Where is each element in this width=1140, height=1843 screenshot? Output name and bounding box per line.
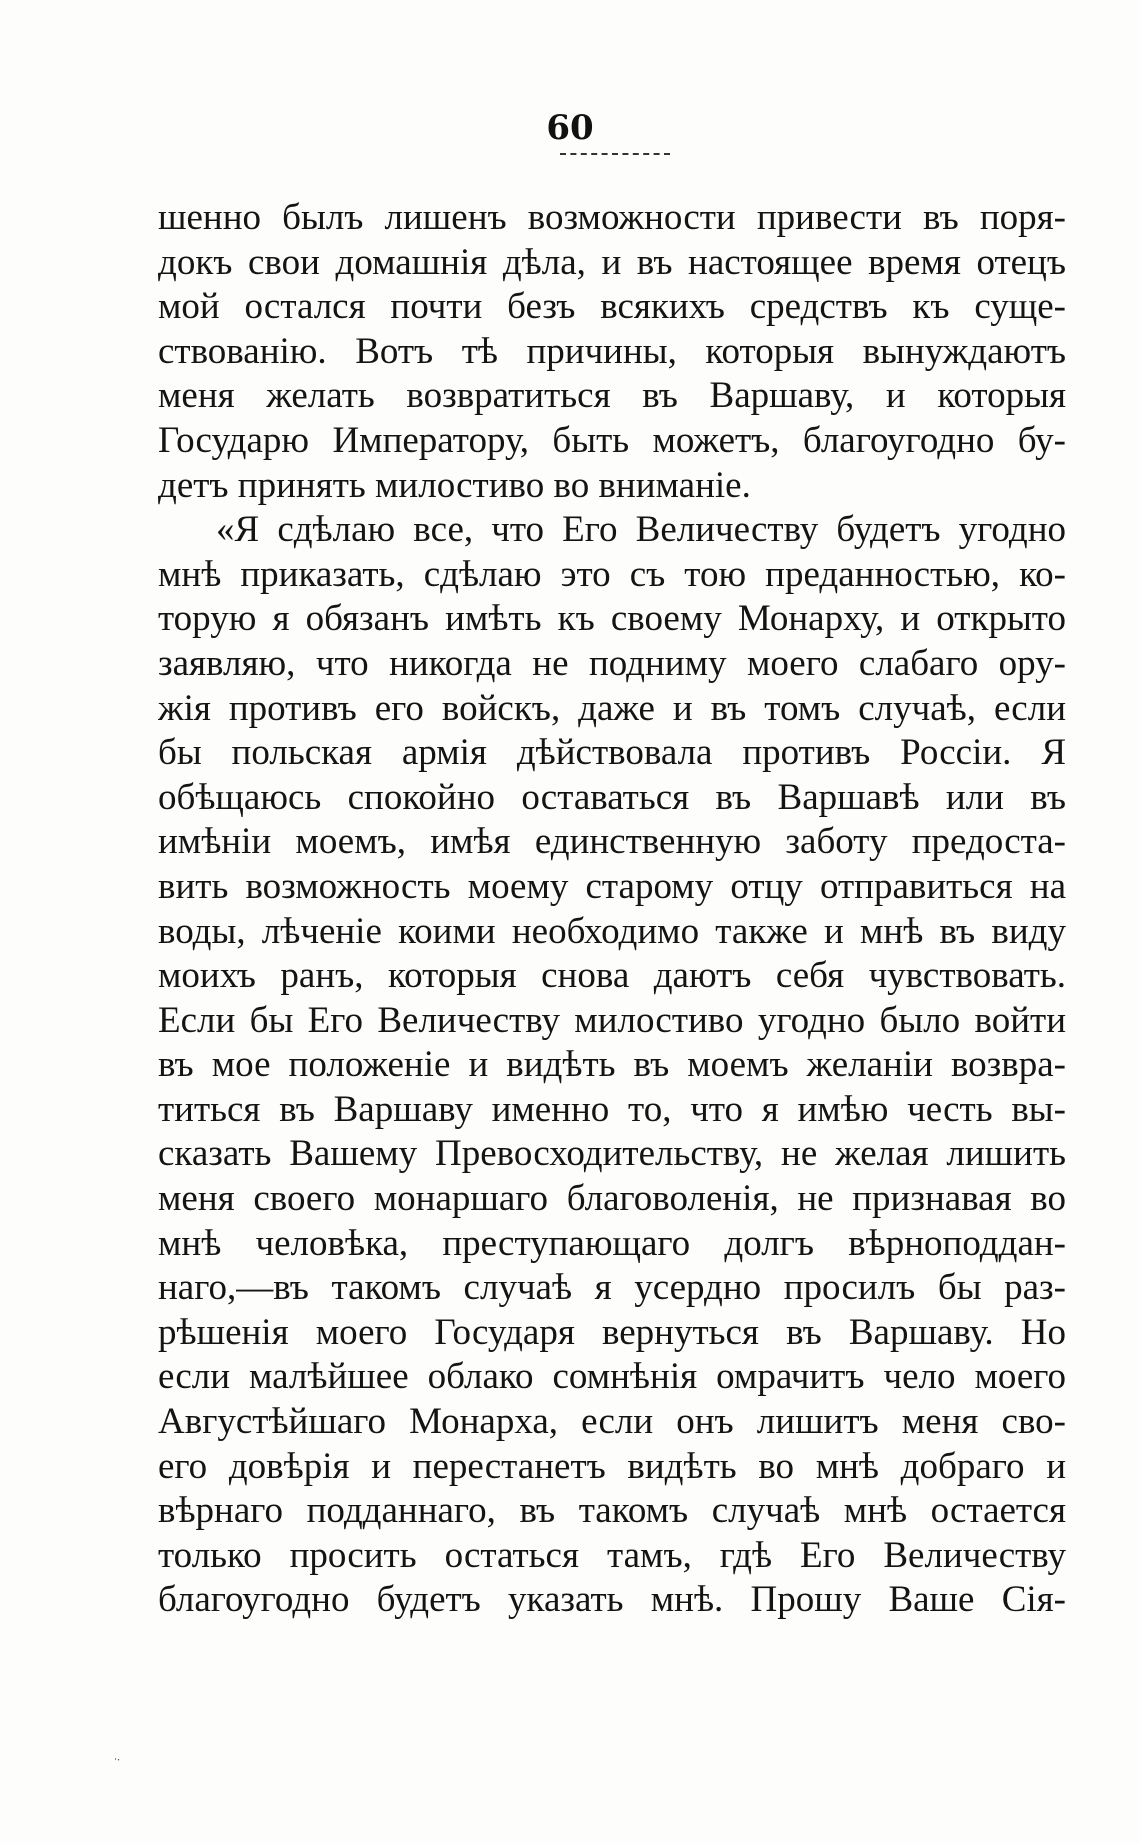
text-line: моихъ ранъ, которыя снова даютъ себя чувствовать. [158,955,1066,997]
text-line: вѣрнаго подданнаго, въ такомъ случаѣ мнѣ остается [158,1490,1066,1532]
paragraph-last-line: детъ принять милостиво во вниманіе. [158,464,751,506]
text-line: титься въ Варшаву именно то, что я имѣю честь вы- [158,1088,1066,1130]
text-line: въ мое положеніе и видѣть въ моемъ желаніи возвра- [158,1044,1066,1086]
text-line: сказать Вашему Превосходительству, не желая лишить [158,1133,1066,1175]
text-line: заявляю, что никогда не подниму моего слабаго ору- [158,642,1066,684]
text-line: ствованію. Вотъ тѣ причины, которыя вынуждаютъ [158,330,1066,372]
text-line: его довѣрія и перестанетъ видѣть во мнѣ добраго и [158,1445,1066,1487]
text-line: наго,—въ такомъ случаѣ я усердно просилъ бы раз- [158,1267,1066,1309]
text-line: меня своего монаршаго благоволенія, не признавая во [158,1178,1066,1220]
page-body-text [158,196,1066,1623]
text-line: рѣшенія моего Государя вернуться въ Варшаву. Но [158,1311,1066,1353]
page-number-rule [560,153,670,155]
text-line: шенно былъ лишенъ возможности привести въ поря- [158,197,1066,238]
page-number: 60 [546,108,594,148]
paragraph-first-line: «Я сдѣлаю все, что Его Величеству будетъ угодно [216,509,1066,551]
text-line: Если бы Его Величеству милостиво угодно было войти [158,999,1066,1041]
text-line: мой остался почти безъ всякихъ средствъ къ суще- [158,286,1066,328]
text-line: имѣніи моемъ, имѣя единственную заботу предоста- [158,821,1066,863]
text-line: бы польская армія дѣйствовала противъ Россіи. Я [158,732,1066,774]
text-line: если малѣйшее облако сомнѣнія омрачитъ чело моего [158,1356,1066,1398]
print-speck-mark [111,1758,125,1761]
text-line: меня желать возвратиться въ Варшаву, и которыя [158,375,1066,417]
text-line: благоугодно будетъ указать мнѣ. Прошу Ваше Сія- [158,1579,1066,1621]
text-line: воды, лѣченіе коими необходимо также и мнѣ въ виду [158,910,1066,952]
text-line: торую я обязанъ имѣть къ своему Монарху, и открыто [158,598,1066,640]
text-line: вить возможность моему старому отцу отправиться на [158,865,1066,907]
text-line: мнѣ человѣка, преступающаго долгъ вѣрноподдан- [158,1222,1066,1264]
text-line: Августѣйшаго Монарха, если онъ лишитъ меня сво- [158,1401,1066,1443]
text-line: жія противъ его войскъ, даже и въ томъ случаѣ, если [158,687,1066,729]
text-line: обѣщаюсь спокойно оставаться въ Варшавѣ или въ [158,776,1066,818]
text-line: Государю Императору, быть можетъ, благоугодно бу- [158,419,1066,461]
text-line: только просить остаться тамъ, гдѣ Его Величеству [158,1534,1066,1576]
text-line: докъ свои домашнія дѣла, и въ настоящее время отецъ [158,241,1066,283]
text-line: мнѣ приказать, сдѣлаю это съ тою преданностью, ко- [158,553,1066,595]
